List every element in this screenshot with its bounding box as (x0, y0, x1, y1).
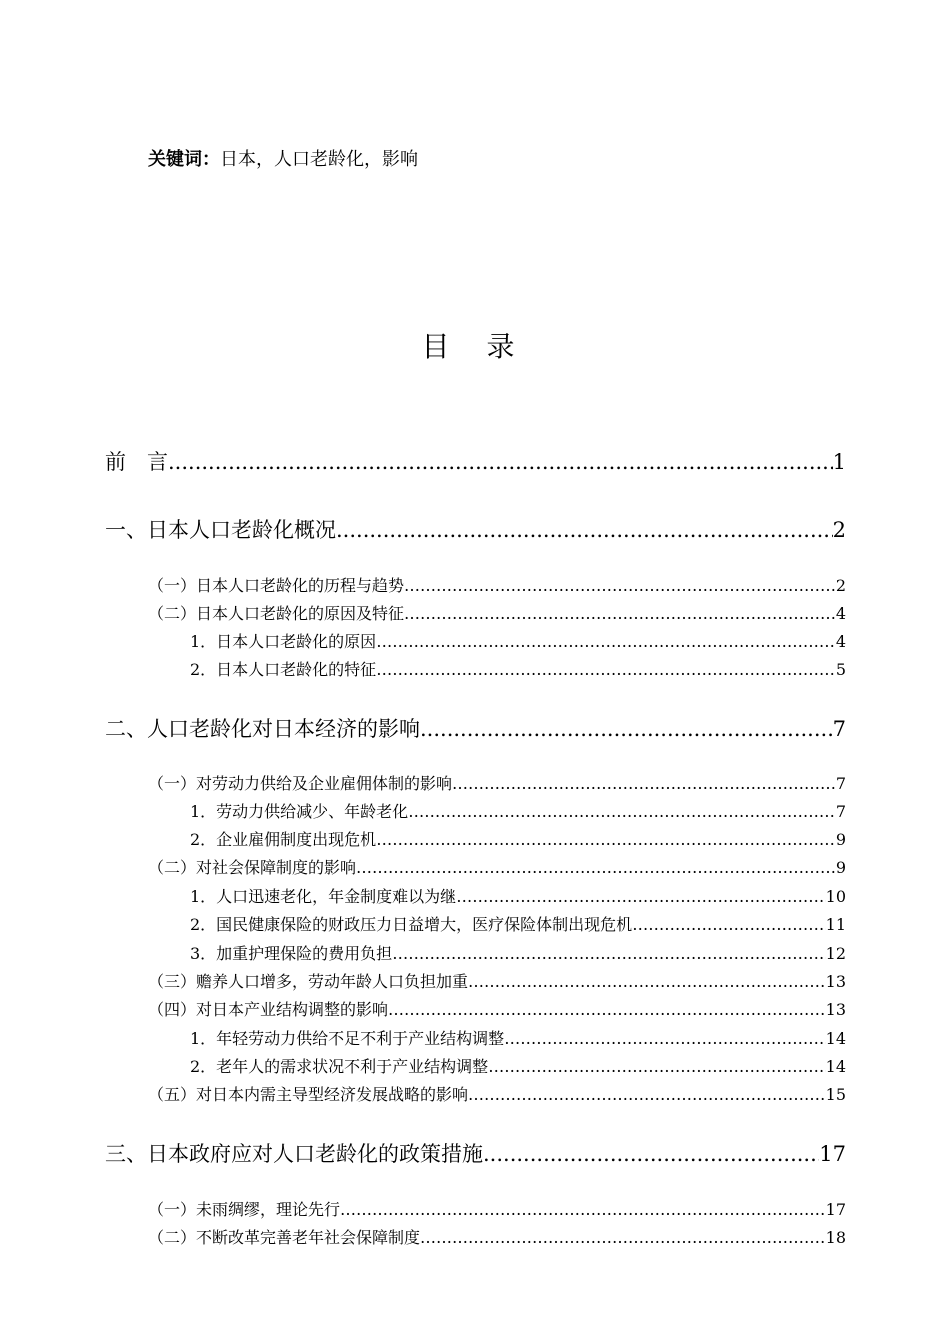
toc-entry-text: 1．日本人口老龄化的原因 (190, 632, 377, 651)
toc-entry[interactable] (190, 657, 846, 681)
toc-entry[interactable] (105, 446, 846, 476)
toc-entry-text: （一）日本人口老龄化的历程与趋势 (148, 576, 405, 595)
keywords-value: 日本，人口老龄化，影响 (220, 149, 418, 170)
toc-entry-page: 2 (835, 576, 846, 595)
keywords-line (148, 147, 418, 173)
toc-leader (504, 1029, 825, 1048)
toc-entry-page: 15 (825, 1085, 846, 1104)
toc-entry-text: （三）赡养人口增多，劳动年龄人口负担加重 (148, 972, 469, 991)
toc-entry[interactable] (148, 573, 846, 597)
toc-entry-page: 14 (825, 1057, 846, 1076)
toc-leader (376, 632, 836, 651)
toc-entry-page: 5 (835, 660, 846, 679)
toc-leader (376, 830, 836, 849)
toc-entry[interactable] (148, 969, 846, 993)
toc-leader (404, 604, 836, 623)
toc-leader (483, 1142, 819, 1166)
toc-entry[interactable] (148, 997, 846, 1021)
toc-entry-page: 7 (835, 802, 846, 821)
toc-entry[interactable] (148, 855, 846, 879)
toc-entry-text: （一）对劳动力供给及企业雇佣体制的影响 (148, 774, 453, 793)
toc-leader (632, 915, 825, 934)
toc-entry-page: 18 (825, 1228, 846, 1247)
toc-entry[interactable] (190, 1054, 846, 1078)
toc-entry-text: （二）不断改革完善老年社会保障制度 (148, 1228, 421, 1247)
toc-entry[interactable] (105, 1138, 846, 1168)
toc-entry-page: 2 (832, 518, 846, 542)
toc-entry-text: （五）对日本内需主导型经济发展战略的影响 (148, 1085, 469, 1104)
toc-entry-text: 二、人口老龄化对日本经济的影响 (105, 717, 420, 741)
toc-entry-page: 7 (835, 774, 846, 793)
toc-entry-text: 2．老年人的需求状况不利于产业结构调整 (190, 1057, 489, 1076)
toc-entry[interactable] (148, 1197, 846, 1221)
toc-entry-text: 前 言 (105, 450, 168, 474)
toc-entry-page: 4 (835, 604, 846, 623)
toc-entry-text: 1．劳动力供给减少、年龄老化 (190, 802, 409, 821)
toc-entry[interactable] (148, 771, 846, 795)
toc-entry-text: 1．年轻劳动力供给不足不利于产业结构调整 (190, 1029, 505, 1048)
toc-entry-page: 9 (835, 858, 846, 877)
toc-entry[interactable] (190, 884, 846, 908)
toc-entry[interactable] (190, 629, 846, 653)
toc-entry-page: 13 (825, 972, 846, 991)
toc-entry-text: （一）未雨绸缪，理论先行 (148, 1200, 341, 1219)
toc-entry[interactable] (105, 514, 846, 544)
toc-entry-text: 2．企业雇佣制度出现危机 (190, 830, 377, 849)
keywords-label: 关键词： (148, 149, 220, 170)
toc-leader (488, 1057, 825, 1076)
toc-entry[interactable] (105, 713, 846, 743)
toc-entry-text: 1．人口迅速老化，年金制度难以为继 (190, 887, 457, 906)
toc-leader (340, 1200, 826, 1219)
toc-leader (452, 774, 836, 793)
toc-entry-page: 11 (825, 915, 846, 934)
toc-entry-page: 12 (825, 944, 846, 963)
toc-entry[interactable] (148, 1082, 846, 1106)
toc-entry[interactable] (190, 1026, 846, 1050)
toc-entry[interactable] (148, 1225, 846, 1249)
toc-entry-page: 7 (832, 717, 846, 741)
toc-entry-page: 4 (835, 632, 846, 651)
toc-entry[interactable] (190, 941, 846, 965)
toc-leader (420, 1228, 826, 1247)
toc-leader (468, 972, 826, 991)
toc-leader (404, 576, 836, 595)
toc-entry[interactable] (190, 827, 846, 851)
toc-entry-text: 2．国民健康保险的财政压力日益增大，医疗保险体制出现危机 (190, 915, 633, 934)
toc-leader (376, 660, 836, 679)
toc-entry-page: 17 (819, 1142, 846, 1166)
toc-entry-page: 9 (835, 830, 846, 849)
toc-leader (168, 450, 833, 474)
toc-entry-page: 14 (825, 1029, 846, 1048)
toc-entry-text: （二）对社会保障制度的影响 (148, 858, 357, 877)
toc-entry-text: 3．加重护理保险的费用负担 (190, 944, 393, 963)
toc-entry-page: 13 (825, 1000, 846, 1019)
toc-leader (356, 858, 836, 877)
toc-leader (408, 802, 836, 821)
toc-entry-page: 10 (825, 887, 846, 906)
toc-entry-text: 2．日本人口老龄化的特征 (190, 660, 377, 679)
toc-entry-text: 三、日本政府应对人口老龄化的政策措施 (105, 1142, 483, 1166)
toc-entry[interactable] (190, 912, 846, 936)
toc-leader (336, 518, 833, 542)
toc-leader (468, 1085, 826, 1104)
toc-entry-text: （二）日本人口老龄化的原因及特征 (148, 604, 405, 623)
toc-leader (456, 887, 825, 906)
toc-title: 目 录 (421, 330, 529, 363)
toc-entry[interactable] (190, 799, 846, 823)
toc-entry-page: 17 (825, 1200, 846, 1219)
toc-entry-text: （四）对日本产业结构调整的影响 (148, 1000, 389, 1019)
toc-entry-page: 1 (832, 450, 846, 474)
toc-entry-text: 一、日本人口老龄化概况 (105, 518, 336, 542)
toc-entry[interactable] (148, 601, 846, 625)
toc-leader (392, 944, 825, 963)
toc-leader (388, 1000, 826, 1019)
toc-leader (420, 717, 833, 741)
